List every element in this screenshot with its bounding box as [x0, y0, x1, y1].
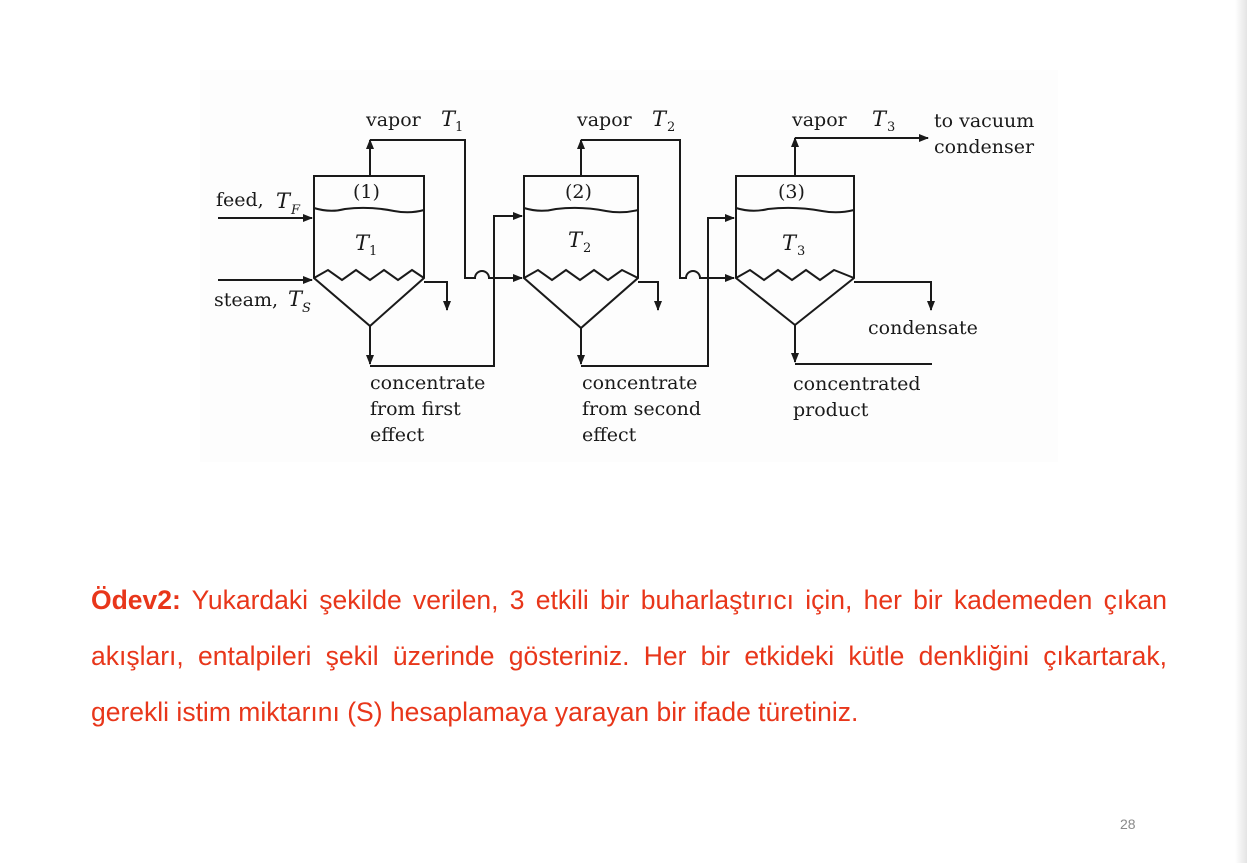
condensate-label: condensate: [868, 317, 978, 339]
assignment-title: Ödev2:: [91, 585, 181, 615]
page-number: 28: [1120, 816, 1136, 832]
vapor-temp-1-symbol: T: [441, 107, 456, 131]
effect-3-temp-sub: 3: [797, 244, 806, 259]
concentrate-1-line-1: concentrate: [370, 372, 486, 394]
concentrate-1-line-2: from first: [370, 398, 461, 420]
feed-steam-lines: [218, 218, 312, 280]
steam-temp-symbol: T: [288, 287, 303, 311]
concentrate-1-line-3: effect: [370, 424, 425, 446]
effect-2-temp-sub: 2: [583, 241, 592, 256]
vapor-temp-2-sub: 2: [667, 120, 676, 135]
vapor-lines: [370, 138, 928, 278]
vapor-label-1: vapor: [366, 109, 421, 131]
concentrate-lines: [370, 216, 932, 366]
concentrate-2-line-2: from second: [582, 398, 702, 420]
steam-label: steam,: [214, 289, 279, 311]
vapor-label-2: vapor: [577, 109, 632, 131]
effect-1-number: (1): [353, 181, 380, 203]
vapor-label-3: vapor: [792, 109, 847, 131]
condensate-lines: [424, 282, 931, 310]
feed-temp-sub: F: [291, 203, 301, 218]
vapor-temp-3-symbol: T: [872, 107, 887, 131]
effect-3-number: (3): [778, 181, 805, 203]
concentrate-2-line-3: effect: [582, 424, 637, 446]
product-line-2: product: [793, 399, 869, 421]
product-line-1: concentrated: [793, 373, 921, 395]
vapor-temp-2-symbol: T: [652, 107, 667, 131]
feed-temp-symbol: T: [276, 189, 291, 213]
effect-1-temp-sub: 1: [369, 244, 378, 259]
effect-3-temp-symbol: T: [782, 231, 797, 255]
effect-1-temp-symbol: T: [355, 231, 370, 255]
condenser-label: condenser: [934, 136, 1035, 158]
to-vacuum-label: to vacuum: [934, 110, 1035, 132]
concentrate-2-line-1: concentrate: [582, 372, 698, 394]
vapor-temp-3-sub: 3: [887, 120, 896, 135]
effect-2-number: (2): [565, 181, 592, 203]
steam-temp-sub: S: [302, 301, 311, 316]
assignment-text: [91, 572, 1167, 740]
assignment-body: Yukardaki şekilde verilen, 3 etkili bir buharlaştırıcı için, her bir kademeden çıkan akışları, entalpileri şekil üzerinde gösteriniz. Her bir etkideki kütle denkliğini çıkartarak, gerekli istim miktarını (S) hesaplamaya yarayan bir ifade türetiniz.: [91, 585, 1167, 727]
effect-2-temp-symbol: T: [568, 228, 583, 252]
feed-label: feed,: [216, 189, 264, 211]
vapor-temp-1-sub: 1: [455, 120, 464, 135]
